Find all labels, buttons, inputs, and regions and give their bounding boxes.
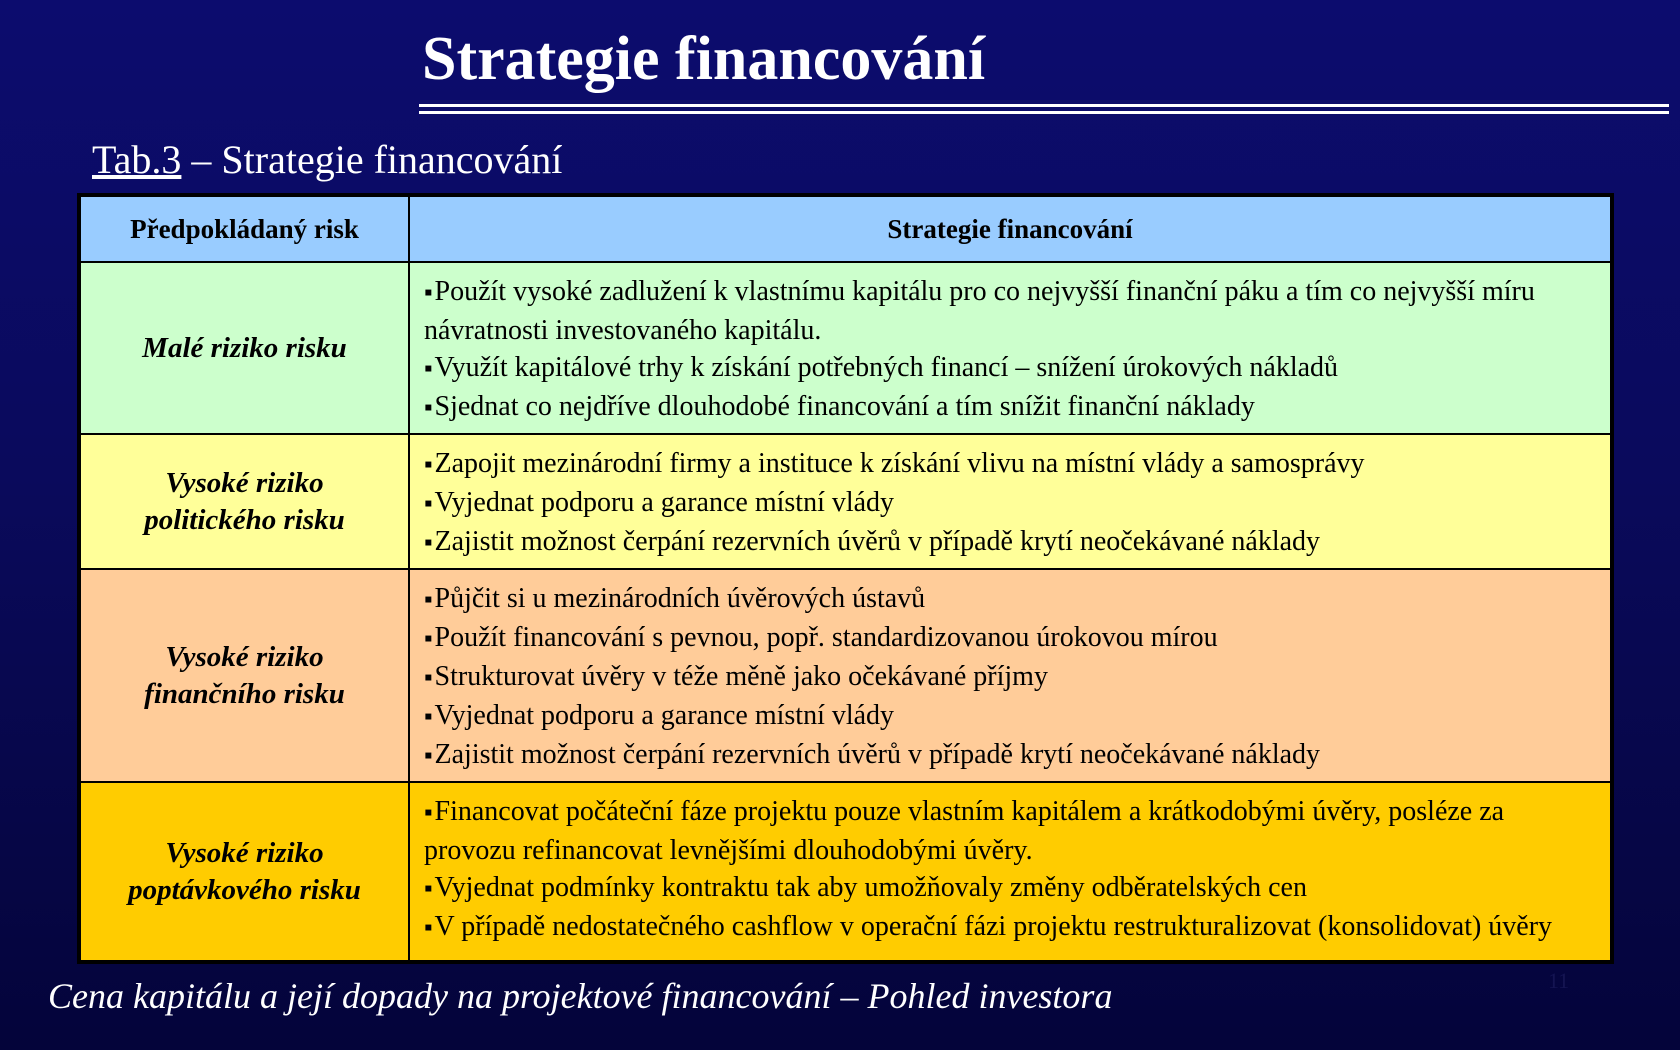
- strategy-item: ▪ Sjednat co nejdříve dlouhodobé financování a tím snížit finanční náklady: [424, 388, 1596, 427]
- table-row: [79, 434, 1612, 569]
- table-caption-id: Tab.3: [92, 137, 182, 182]
- strategy-item: ▪ Zajistit možnost čerpání rezervních úvěrů v případě krytí neočekávané náklady: [424, 523, 1596, 562]
- table-row: [79, 262, 1612, 434]
- header-strategy: Strategie financování: [409, 195, 1612, 262]
- strategy-item: ▪ Vyjednat podporu a garance místní vlády: [424, 484, 1596, 523]
- strategy-item: ▪ Použít financování s pevnou, popř. standardizovanou úrokovou mírou: [424, 619, 1596, 658]
- strategy-item: ▪ Využít kapitálové trhy k získání potřebných financí – snížení úrokových nákladů: [424, 349, 1596, 388]
- footer-text: Cena kapitálu a její dopady na projektové financování – Pohled investora: [48, 976, 1113, 1016]
- strategy-item: ▪ Strukturovat úvěry v téže měně jako očekávané příjmy: [424, 658, 1596, 697]
- strategy-item: ▪ Půjčit si u mezinárodních úvěrových ústavů: [424, 580, 1596, 619]
- strategy-item: ▪ Vyjednat podporu a garance místní vlády: [424, 697, 1596, 736]
- strategy-item: ▪ Zapojit mezinárodní firmy a instituce k získání vlivu na místní vlády a samosprávy: [424, 445, 1596, 484]
- title-underline-rule: [419, 104, 1669, 114]
- strategy-cell: [409, 262, 1612, 434]
- strategy-item: ▪ Použít vysoké zadlužení k vlastnímu kapitálu pro co nejvyšší finanční páku a tím co nejvyšší míru návratnosti investovaného kapitálu.: [424, 273, 1596, 349]
- risk-cell: Malé riziko risku: [79, 262, 409, 434]
- strategy-item: ▪ V případě nedostatečného cashflow v operační fázi projektu restrukturalizovat (konsolidovat) úvěry: [424, 908, 1596, 947]
- risk-cell: Vysoké riziko finančního risku: [79, 569, 409, 782]
- strategy-item: ▪ Financovat počáteční fáze projektu pouze vlastním kapitálem a krátkodobými úvěry, posléze za provozu refinancovat levnějšími dlouhodobými úvěry.: [424, 793, 1596, 869]
- strategy-cell: [409, 434, 1612, 569]
- strategy-cell: [409, 569, 1612, 782]
- table-row: [79, 569, 1612, 782]
- table-header-row: [79, 195, 1612, 262]
- risk-cell: Vysoké riziko poptávkového risku: [79, 782, 409, 962]
- table-caption-text: Strategie financování: [221, 137, 563, 182]
- strategy-item: ▪ Zajistit možnost čerpání rezervních úvěrů v případě krytí neočekávané náklady: [424, 736, 1596, 775]
- slide-title: Strategie financování: [422, 25, 986, 93]
- header-risk: Předpokládaný risk: [79, 195, 409, 262]
- table-caption-separator: –: [181, 137, 222, 182]
- table-row: [79, 782, 1612, 962]
- table-caption: [92, 136, 562, 183]
- strategy-item: ▪ Vyjednat podmínky kontraktu tak aby umožňovaly změny odběratelských cen: [424, 869, 1596, 908]
- strategy-table: [77, 193, 1614, 964]
- page-number: 11: [1548, 968, 1570, 993]
- strategy-cell: [409, 782, 1612, 962]
- risk-cell: Vysoké riziko politického risku: [79, 434, 409, 569]
